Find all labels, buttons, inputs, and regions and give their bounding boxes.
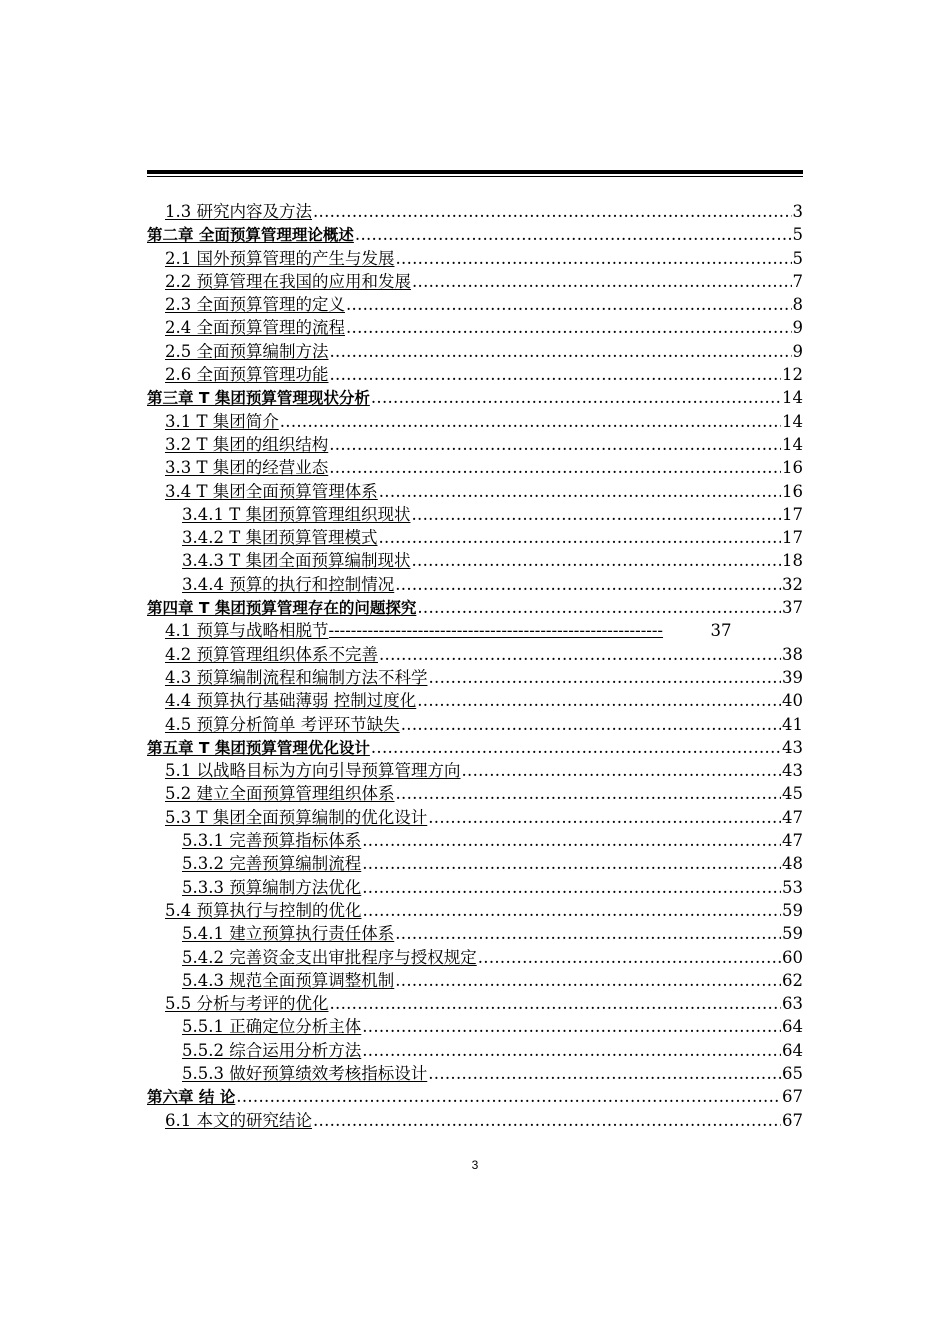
toc-entry-page: 14 [782,411,803,431]
toc-entry-title[interactable]: 第五章 T 集团预算管理优化设计 [147,738,370,757]
toc-entry-dot-leader [412,270,792,293]
toc-entry-title[interactable]: 5.3.3 预算编制方法优化 [182,877,362,897]
toc-entry-page: 62 [782,970,803,990]
toc-entry-dot-leader [329,433,781,456]
toc-entry-page: 48 [782,854,803,874]
toc-entry-title[interactable]: 3.1 T 集团简介 [165,411,279,431]
toc-entry-page: 65 [782,1063,803,1083]
toc-entry-dot-leader [395,922,781,945]
toc-entry-page: 18 [782,551,803,571]
toc-entry-dot-leader [395,573,781,596]
toc-entry-dot-leader [355,223,792,246]
toc-entry-page: 64 [782,1017,803,1037]
toc-entry-page: 67 [782,1110,803,1130]
toc-entry-dot-leader [371,386,781,409]
toc-entry-page: 53 [782,877,803,897]
toc-entry-page: 16 [782,458,803,478]
toc-entry[interactable] [147,503,803,526]
toc-entry-title[interactable]: 2.5 全面预算编制方法 [165,341,329,361]
toc-entry-title[interactable]: 4.4 预算执行基础薄弱 控制过度化 [165,691,417,711]
toc-entry-dot-leader [411,549,781,572]
toc-entry-page: 5 [792,225,803,245]
toc-entry-dot-leader [346,316,792,339]
toc-entry-title[interactable]: 第二章 全面预算管理理论概述 [147,226,354,245]
toc-entry-dash-leader: ------------------------------------------------------------ [328,621,664,641]
toc-entry-page: 60 [782,947,803,967]
toc-entry-page: 67 [782,1087,803,1107]
toc-entry[interactable] [147,946,803,969]
toc-entry-title[interactable]: 5.3 T 集团全面预算编制的优化设计 [165,807,428,827]
toc-entry-dot-leader [346,293,792,316]
toc-entry-dot-leader [363,899,782,922]
toc-entry-page: 59 [782,924,803,944]
toc-entry-title[interactable]: 6.1 本文的研究结论 [165,1110,312,1130]
toc-entry[interactable] [147,1109,803,1132]
toc-entry-dot-leader [379,480,781,503]
toc-entry[interactable] [147,410,803,433]
toc-entry-title[interactable]: 第六章 结 论 [147,1088,236,1107]
toc-entry-dot-leader [396,782,782,805]
header-rule-thick [147,170,803,174]
toc-entry-dot-leader [396,247,792,270]
toc-entry[interactable] [147,433,803,456]
page-number: 3 [471,1158,479,1172]
toc-entry[interactable] [147,247,803,270]
toc-entry[interactable] [147,992,803,1015]
toc-entry-title[interactable]: 3.4.2 T 集团预算管理模式 [182,528,378,548]
toc-entry[interactable] [147,619,803,642]
header-rule-thin [147,176,803,177]
toc-entry-title[interactable]: 5.4 预算执行与控制的优化 [165,900,362,920]
toc-entry-page: 14 [782,388,803,408]
toc-entry[interactable] [147,713,803,736]
toc-entry[interactable] [147,899,803,922]
toc-entry-dot-leader [395,969,781,992]
toc-entry-dot-leader [313,1109,781,1132]
toc-entry[interactable] [147,200,803,223]
toc-entry-page: 32 [782,574,803,594]
toc-entry-dot-leader [330,340,792,363]
toc-entry-title[interactable]: 3.4 T 集团全面预算管理体系 [165,481,378,501]
toc-entry-page: 17 [782,528,803,548]
toc-entry-page: 17 [782,504,803,524]
toc-entry-dot-leader [362,1015,781,1038]
toc-entry-title[interactable]: 4.5 预算分析简单 考评环节缺失 [165,714,400,734]
toc-entry-page: 39 [782,667,803,687]
toc-entry[interactable] [147,456,803,479]
toc-entry-page: 9 [792,341,803,361]
table-of-contents [147,200,803,1132]
toc-entry-title[interactable]: 3.4.1 T 集团预算管理组织现状 [182,504,411,524]
toc-entry[interactable] [147,270,803,293]
toc-entry[interactable] [147,363,803,386]
toc-entry-dot-leader [378,526,781,549]
toc-entry-page: 14 [782,434,803,454]
toc-entry-title[interactable]: 3.4.3 T 集团全面预算编制现状 [182,551,411,571]
toc-entry-title[interactable]: 3.2 T 集团的组织结构 [165,434,329,454]
toc-entry-dot-leader [478,946,781,969]
toc-chapter-entry[interactable] [147,736,803,759]
toc-entry-title[interactable]: 4.2 预算管理组织体系不完善 [165,644,378,664]
toc-entry[interactable] [147,643,803,666]
toc-entry-dot-leader [362,852,781,875]
toc-entry-title[interactable]: 5.3.2 完善预算编制流程 [182,854,362,874]
toc-entry-title[interactable]: 第三章 T 集团预算管理现状分析 [147,389,370,408]
toc-entry-page: 43 [782,761,803,781]
toc-entry-title[interactable]: 第四章 T 集团预算管理存在的问题探究 [147,599,417,618]
toc-entry-dot-leader [280,410,781,433]
toc-entry-title[interactable]: 5.4.1 建立预算执行责任体系 [182,924,395,944]
toc-entry[interactable] [147,666,803,689]
toc-entry-title[interactable]: 2.1 国外预算管理的产生与发展 [165,248,395,268]
toc-entry[interactable] [147,316,803,339]
toc-entry-title[interactable]: 5.2 建立全面预算管理组织体系 [165,784,395,804]
toc-entry-page: 37 [710,621,732,641]
toc-entry-dot-leader [429,666,782,689]
toc-entry-dot-leader [428,806,781,829]
toc-entry[interactable] [147,293,803,316]
toc-entry[interactable] [147,829,803,852]
toc-entry-page: 45 [782,784,803,804]
toc-entry-title[interactable]: 4.1 预算与战略相脱节 [165,621,329,641]
toc-entry-page: 16 [782,481,803,501]
toc-entry[interactable] [147,549,803,572]
toc-entry-page: 47 [782,831,803,851]
toc-entry-title[interactable]: 5.5 分析与考评的优化 [165,994,329,1014]
toc-entry-title[interactable]: 5.4.2 完善资金支出审批程序与授权规定 [182,947,477,967]
toc-entry-page: 64 [782,1040,803,1060]
toc-entry-page: 8 [792,295,803,315]
toc-entry-page: 3 [792,202,803,221]
toc-entry-dot-leader [330,363,782,386]
toc-entry-title[interactable]: 3.4.4 预算的执行和控制情况 [182,574,395,594]
toc-entry[interactable] [147,480,803,503]
toc-entry-page: 12 [782,365,803,385]
toc-entry-dot-leader [362,829,781,852]
toc-entry[interactable] [147,340,803,363]
toc-entry-title[interactable]: 2.3 全面预算管理的定义 [165,295,345,315]
toc-entry-dot-leader [462,759,782,782]
toc-entry-title[interactable]: 5.5.3 做好预算绩效考核指标设计 [182,1063,428,1083]
toc-entry-dot-leader [362,876,781,899]
toc-entry-dot-leader [411,503,781,526]
toc-entry-title[interactable]: 5.5.2 综合运用分析方法 [182,1040,362,1060]
toc-entry-title[interactable]: 5.4.3 规范全面预算调整机制 [182,970,395,990]
toc-chapter-entry[interactable] [147,596,803,619]
toc-entry[interactable] [147,876,803,899]
toc-entry-title[interactable]: 5.5.1 正确定位分析主体 [182,1017,362,1037]
toc-entry-dot-leader [330,992,782,1015]
toc-entry-page: 47 [782,807,803,827]
toc-chapter-entry[interactable] [147,1085,803,1108]
toc-entry[interactable] [147,759,803,782]
toc-entry[interactable] [147,689,803,712]
toc-entry[interactable] [147,969,803,992]
toc-entry[interactable] [147,1039,803,1062]
toc-entry-dot-leader [417,689,781,712]
toc-entry-title[interactable]: 1.3 研究内容及方法 [165,202,312,221]
toc-entry-dot-leader [428,1062,781,1085]
toc-entry-page: 63 [782,994,803,1014]
toc-entry[interactable] [147,1015,803,1038]
toc-entry-dot-leader [379,643,781,666]
toc-entry-title[interactable]: 4.3 预算编制流程和编制方法不科学 [165,667,428,687]
toc-entry[interactable] [147,573,803,596]
toc-entry-page: 43 [782,737,803,757]
toc-entry-page: 59 [782,900,803,920]
toc-entry-dot-leader [329,456,781,479]
toc-entry-page: 37 [782,598,803,618]
toc-entry-page: 9 [792,318,803,338]
toc-entry-title[interactable]: 3.3 T 集团的经营业态 [165,458,329,478]
toc-chapter-entry[interactable] [147,223,803,246]
toc-entry-title[interactable]: 2.4 全面预算管理的流程 [165,318,345,338]
toc-entry-title[interactable]: 2.2 预算管理在我国的应用和发展 [165,271,411,291]
toc-entry-page: 40 [782,691,803,711]
toc-entry-page: 5 [792,248,803,268]
toc-entry-dot-leader [236,1085,781,1108]
toc-entry-title[interactable]: 5.1 以战略目标为方向引导预算管理方向 [165,761,461,781]
toc-entry[interactable] [147,852,803,875]
toc-entry[interactable] [147,1062,803,1085]
toc-entry-page: 7 [792,271,803,291]
toc-entry-dot-leader [371,736,781,759]
toc-entry-page: 38 [782,644,803,664]
toc-entry-dot-leader [401,713,781,736]
toc-chapter-entry[interactable] [147,386,803,409]
toc-entry-page: 41 [782,714,803,734]
toc-entry[interactable] [147,806,803,829]
toc-entry-dot-leader [417,596,781,619]
toc-entry-title[interactable]: 5.3.1 完善预算指标体系 [182,831,362,851]
toc-entry[interactable] [147,922,803,945]
toc-entry-title[interactable]: 2.6 全面预算管理功能 [165,365,329,385]
toc-entry-dot-leader [362,1039,781,1062]
toc-entry[interactable] [147,526,803,549]
toc-entry-dot-leader [313,200,792,223]
toc-entry[interactable] [147,782,803,805]
